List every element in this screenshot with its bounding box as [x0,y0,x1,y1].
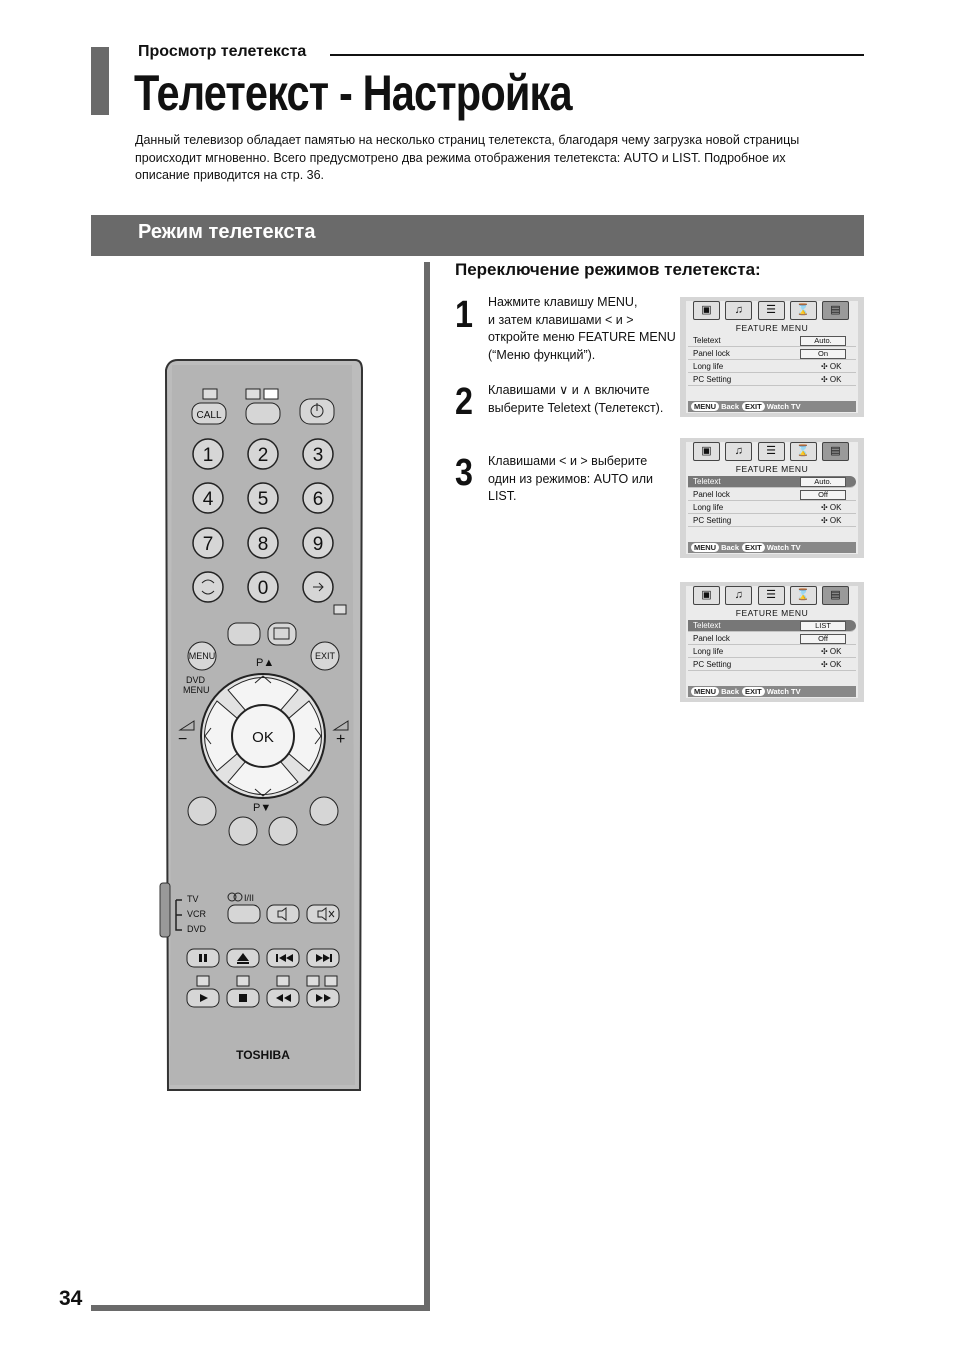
digit-label: 6 [312,489,324,510]
dvd-menu-label: DVD [186,675,206,685]
cancel-icon [325,976,337,986]
digit-label: 7 [202,534,214,555]
sound-tab-icon: ♫ [725,442,752,461]
pause-button[interactable] [187,949,219,967]
color-button-blue[interactable] [310,797,338,825]
source-vcr-label: VCR [187,909,207,919]
menu-row-pc-setting: PC Setting ✣ OK [688,515,856,527]
menu-row-panel-lock: Panel lock Off [688,489,856,501]
digit-label: 3 [312,445,324,466]
digit-label: 0 [257,578,269,599]
intro-line: Данный телевизор обладает памятью на несколько страниц телетекста, благодаря чему загрузка новой страницы [135,133,800,147]
power-button[interactable] [300,399,334,424]
digit-label: 2 [257,445,269,466]
menu-title: FEATURE MENU [735,608,809,618]
menu-row-teletext: Teletext Auto. [688,476,856,488]
digit-label: 5 [257,489,269,510]
picture-tab-icon: ▣ [693,301,720,320]
step-line: откройте меню FEATURE MENU [488,330,676,345]
menu-footer: MENU Back EXIT Watch TV [688,542,856,553]
feature-tab-icon: ▤ [822,301,849,320]
menu-title: FEATURE MENU [735,323,809,333]
picture-tab-icon: ▣ [693,586,720,605]
setup-tab-icon: ☰ [758,301,785,320]
step-line: Клавишами ∨ и ∧ включите [488,383,650,397]
step-line: (“Меню функций”). [488,347,596,362]
timer-tab-icon: ⌛ [790,586,817,605]
ok-label: OK [252,729,274,746]
dvd-menu-label: MENU [183,685,210,695]
p-down-label: P▼ [253,802,272,814]
column-divider [424,262,430,1311]
picture-tab-icon: ▣ [693,442,720,461]
menu-row-pc-setting: PC Setting ✣ OK [688,374,856,386]
volume-minus-label: − [178,731,188,748]
setup-tab-icon: ☰ [758,586,785,605]
menu-row-long-life: Long life ✣ OK [688,646,856,658]
source-switch[interactable] [160,883,170,937]
menu-row-panel-lock: Panel lock Off [688,633,856,645]
sound-mode-button[interactable] [267,905,299,923]
source-dvd-label: DVD [187,924,207,934]
reveal-icon [197,976,209,986]
menu-row-panel-lock: Panel lock On [688,348,856,360]
timer-tab-icon: ⌛ [790,442,817,461]
intro-line: описание приводится на стр. 36. [135,168,325,182]
menu-footer: MENU Back EXIT Watch TV [688,401,856,412]
sound-tab-icon: ♫ [725,586,752,605]
menu-row-pc-setting: PC Setting ✣ OK [688,659,856,671]
section-title: Режим телетекста [138,221,316,243]
feature-tab-icon: ▤ [822,586,849,605]
sound-tab-icon: ♫ [725,301,752,320]
step-text [488,294,680,364]
page-number: 34 [59,1287,83,1310]
exit-label: EXIT [314,651,336,661]
recall-button[interactable] [193,572,223,602]
menu-row-teletext: Teletext LIST [688,620,856,632]
digit-label: 1 [202,445,214,466]
osd-screen-step2 [680,438,864,558]
section-rule [330,54,864,56]
p-up-label: P▲ [256,657,275,669]
step-line: один из режимов: AUTO или [488,471,653,486]
step-line: и затем клавишами < и > [488,312,634,327]
intro-line: происходит мгновенно. Всего предусмотрено два режима отображения телетекста: AUTO и LIST. Подробное их [135,150,786,165]
audio-label: I/II [244,893,255,903]
picture-format-button[interactable] [228,623,260,645]
osd-screen-step3 [680,582,864,702]
hold-icon [237,976,249,986]
step-number: 3 [455,452,473,494]
step-line: Клавишами < и > выберите [488,454,648,468]
picture-size-button[interactable] [268,623,296,645]
color-button-red[interactable] [188,797,216,825]
steps-heading: Переключение режимов телетекста: [455,260,761,279]
menu-row-long-life: Long life ✣ OK [688,361,856,373]
setup-tab-icon: ☰ [758,442,785,461]
menu-row-teletext: Teletext Auto. [688,335,856,347]
remote-control [150,355,370,1100]
digit-label: 9 [312,534,324,555]
color-button-yellow[interactable] [269,817,297,845]
digit-label: 4 [202,489,214,510]
pause-icon [199,954,202,962]
step-number: 2 [455,381,473,423]
feature-tab-icon: ▤ [822,442,849,461]
stop-icon [239,994,247,1002]
page-title: Телетекст - Настройка [134,65,572,121]
brand-logo: TOSHIBA [236,1048,290,1062]
audio-button[interactable] [228,905,260,923]
digit-label: 8 [257,534,269,555]
subpage-icon [277,976,289,986]
intro-paragraph [135,132,835,185]
menu-footer: MENU Back EXIT Watch TV [688,686,856,697]
timer-tab-icon: ⌛ [790,301,817,320]
step-line: выберите Teletext (Телетекст). [488,400,664,415]
source-tv-label: TV [187,894,199,904]
menu-row-long-life: Long life ✣ OK [688,502,856,514]
timer-icon [307,976,319,986]
bottom-rule [91,1305,430,1311]
color-button-green[interactable] [229,817,257,845]
osd-screen-step1 [680,297,864,417]
mute-button[interactable] [307,905,339,923]
step-line: Нажмите клавишу MENU, [488,295,638,309]
dvd-icon [334,605,346,614]
header-accent-bar [91,47,109,115]
step-number: 1 [455,294,473,336]
step-line: LIST. [488,489,517,504]
section-label: Просмотр телетекста [138,43,307,60]
menu-label: MENU [188,651,216,661]
step-text [488,382,680,417]
call-label: CALL [196,410,222,421]
menu-title: FEATURE MENU [735,464,809,474]
teletext-icon [203,389,217,399]
step-text [488,453,680,506]
volume-plus-label: + [336,731,346,748]
